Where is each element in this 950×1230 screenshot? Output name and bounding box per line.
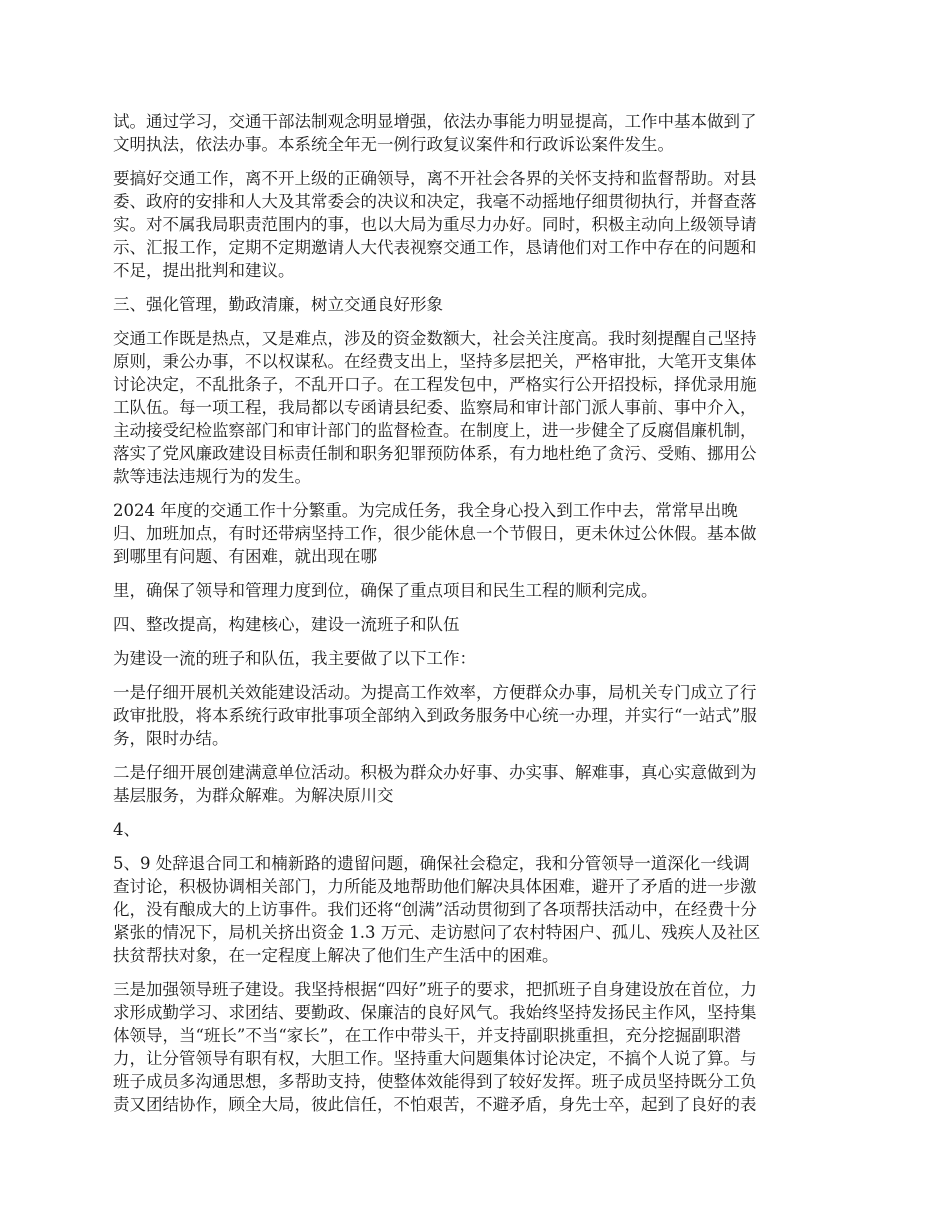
- paragraph: [113, 852, 843, 967]
- text-line: 紧张的情况下，局机关挤出资金 1.3 万元、走访慰问了农村特困户、孤儿、残疾人及社区: [113, 923, 761, 942]
- paragraph: [113, 110, 843, 156]
- text-line: 为建设一流的班子和队伍，我主要做了以下工作：: [113, 649, 476, 668]
- paragraph: [113, 499, 843, 568]
- document-page: [113, 110, 843, 1127]
- text-line: 体领导，当“班长”不当“家长”，在工作中带头干，并支持副职挑重担，充分挖掘副职潜: [113, 1026, 741, 1045]
- paragraph: [113, 647, 843, 670]
- text-line: 2024 年度的交通工作十分繁重。为完成任务，我全身心投入到工作中去，常常早出晚: [113, 501, 738, 520]
- text-line: 不足，提出批判和建议。: [113, 261, 295, 280]
- text-line: 力，让分管领导有职有权，大胆工作。坚持重大问题集体讨论决定，不搞个人说了算。与: [113, 1049, 757, 1068]
- text-line: 求形成勤学习、求团结、要勤政、保廉洁的良好风气。我始终坚持发扬民主作风，坚持集: [113, 1003, 757, 1022]
- text-line: 委、政府的安排和人大及其常委会的决议和决定，我毫不动摇地仔细贯彻执行，并督查落: [113, 192, 757, 211]
- paragraph: [113, 579, 843, 602]
- text-line: 化，没有酿成大的上访事件。我们还将“创满”活动贯彻到了各项帮扶活动中，在经费十分: [113, 900, 757, 919]
- section-heading: [113, 613, 843, 636]
- text-line: 交通工作既是热点，又是难点，涉及的资金数额大，社会关注度高。我时刻提醒自己坚持: [113, 329, 757, 348]
- text-line: 文明执法，依法办事。本系统全年无一例行政复议案件和行政诉讼案件发生。: [113, 135, 674, 154]
- text-line: 5、9 处辞退合同工和楠新路的遗留问题，确保社会稳定，我和分管领导一道深化一线调: [113, 854, 750, 873]
- text-line: 基层服务，为群众解难。为解决原川交: [113, 786, 394, 805]
- text-line: 二是仔细开展创建满意单位活动。积极为群众办好事、办实事、解难事，真心实意做到为: [113, 763, 757, 782]
- text-line: 扶贫帮扶对象，在一定程度上解决了他们生产生活中的困难。: [113, 946, 559, 965]
- text-line: 务，限时办结。: [113, 729, 229, 748]
- text-line: 讨论决定，不乱批条子，不乱开口子。在工程发包中，严格实行公开招投标，择优录用施: [113, 375, 757, 394]
- text-line: 原则，秉公办事，不以权谋私。在经费支出上，坚持多层把关，严格审批，大笔开支集体: [113, 352, 757, 371]
- text-line: 政审批股，将本系统行政审批事项全部纳入到政务服务中心统一办理，并实行“一站式”服: [113, 706, 757, 725]
- paragraph: [113, 818, 843, 841]
- text-line: 试。通过学习，交通干部法制观念明显增强，依法办事能力明显提高，工作中基本做到了: [113, 112, 757, 131]
- paragraph: [113, 327, 843, 488]
- paragraph: [113, 681, 843, 750]
- heading-text: 四、整改提高，构建核心，建设一流班子和队伍: [113, 615, 460, 634]
- text-line: 实。对不属我局职责范围内的事，也以大局为重尽力办好。同时，积极主动向上级领导请: [113, 215, 757, 234]
- text-line: 落实了党风廉政建设目标责任制和职务犯罪预防体系，有力地杜绝了贪污、受贿、挪用公: [113, 444, 757, 463]
- text-line: 到哪里有问题、有困难，就出现在哪: [113, 547, 377, 566]
- text-line: 主动接受纪检监察部门和审计部门的监督检查。在制度上，进一步健全了反腐倡廉机制，: [113, 421, 757, 440]
- text-line: 里，确保了领导和管理力度到位，确保了重点项目和民生工程的顺利完成。: [113, 581, 658, 600]
- section-heading: [113, 293, 843, 316]
- text-line: 示、汇报工作，定期不定期邀请人大代表视察交通工作，恳请他们对工作中存在的问题和: [113, 238, 757, 257]
- paragraph: [113, 167, 843, 282]
- text-line: 责又团结协作，顾全大局，彼此信任，不怕艰苦，不避矛盾，身先士卒，起到了良好的表: [113, 1095, 757, 1114]
- text-line: 查讨论，积极协调相关部门，力所能及地帮助他们解决具体困难，避开了矛盾的进一步激: [113, 877, 757, 896]
- text-line: 工队伍。每一项工程，我局都以专函请县纪委、监察局和审计部门派人事前、事中介入，: [113, 398, 757, 417]
- heading-text: 三、强化管理，勤政清廉，树立交通良好形象: [113, 295, 443, 314]
- text-line: 归、加班加点，有时还带病坚持工作，很少能休息一个节假日，更未休过公休假。基本做: [113, 524, 757, 543]
- paragraph: [113, 978, 843, 1116]
- text-line: 4、: [113, 820, 140, 839]
- text-line: 一是仔细开展机关效能建设活动。为提高工作效率，方便群众办事，局机关专门成立了行: [113, 683, 757, 702]
- paragraph: [113, 761, 843, 807]
- text-line: 班子成员多沟通思想，多帮助支持，使整体效能得到了较好发挥。班子成员坚持既分工负: [113, 1072, 757, 1091]
- text-line: 款等违法违规行为的发生。: [113, 467, 311, 486]
- text-line: 要搞好交通工作，离不开上级的正确领导，离不开社会各界的关怀支持和监督帮助。对县: [113, 169, 757, 188]
- text-line: 三是加强领导班子建设。我坚持根据“四好”班子的要求，把抓班子自身建设放在首位，力: [113, 980, 757, 999]
